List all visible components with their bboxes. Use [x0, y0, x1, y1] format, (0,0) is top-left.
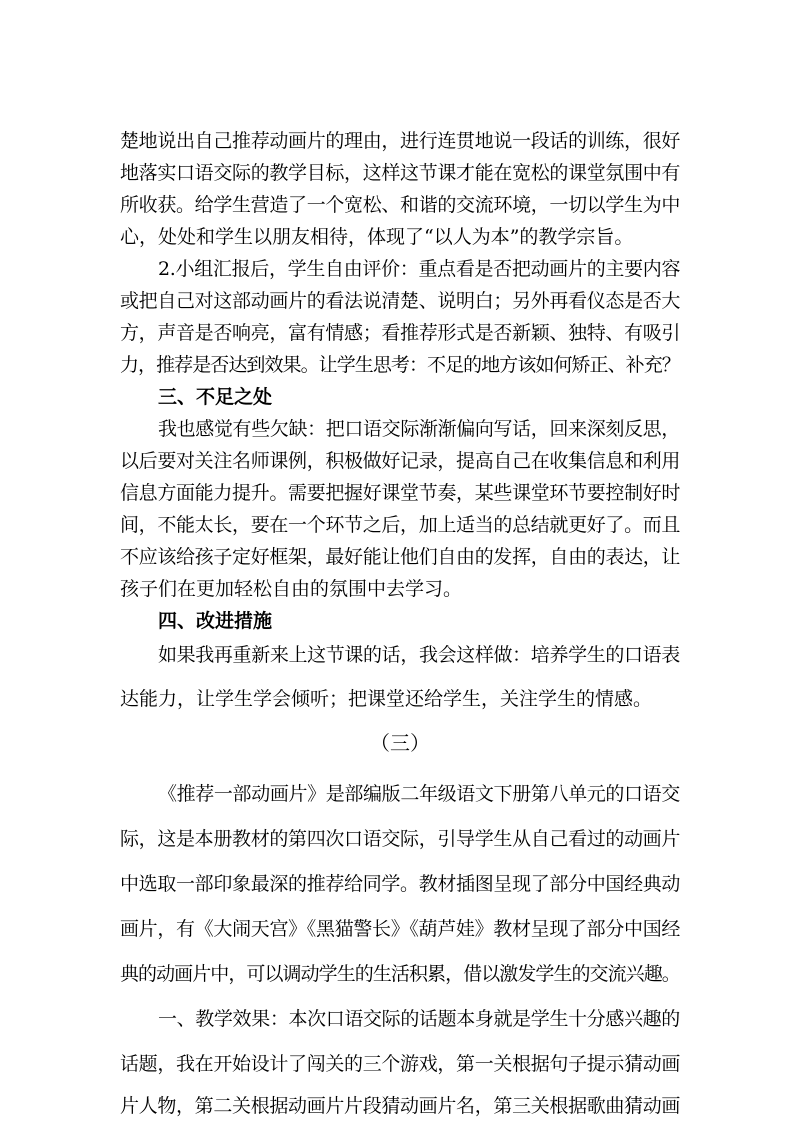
text-line: 所收获。给学生营造了一个宽松、和谐的交流环境，一切以学生为中	[120, 194, 681, 216]
text-line: 不应该给孩子定好框架，最好能让他们自由的发挥，自由的表达，让	[120, 546, 681, 568]
text-line: 楚地说出自己推荐动画片的理由，进行连贯地说一段话的训练，很好	[120, 130, 681, 152]
text-line: 片人物，第二关根据动画片片段猜动画片名，第三关根据歌曲猜动画	[120, 1095, 681, 1117]
section-heading-shortcomings: 三、不足之处	[158, 386, 273, 408]
text-line: 或把自己对这部动画片的看法说清楚、说明白；另外再看仪态是否大	[120, 290, 681, 312]
text-line: 《推荐一部动画片》是部编版二年级语文下册第八单元的口语交	[158, 783, 680, 805]
section-heading-improvements: 四、改进措施	[158, 610, 273, 632]
text-line: 2.小组汇报后，学生自由评价：重点看是否把动画片的主要内容	[158, 258, 681, 280]
text-line: 孩子们在更加轻松自由的氛围中去学习。	[120, 578, 463, 600]
text-line: 画片，有《大闹天宫》《黑猫警长》《葫芦娃》教材呈现了部分中国经	[120, 918, 681, 940]
text-line: 一、教学效果：本次口语交际的话题本身就是学生十分感兴趣的	[158, 1008, 680, 1030]
text-line: 达能力，让学生学会倾听；把课堂还给学生，关注学生的情感。	[120, 688, 653, 710]
text-line: 地落实口语交际的教学目标，这样这节课才能在宽松的课堂氛围中有	[120, 162, 681, 184]
text-line: 心，处处和学生以朋友相待，体现了“以人为本”的教学宗旨。	[120, 226, 634, 248]
text-line: 际，这是本册教材的第四次口语交际，引导学生从自己看过的动画片	[120, 828, 681, 850]
text-line: 方，声音是否响亮，富有情感；看推荐形式是否新颖、独特、有吸引	[120, 322, 681, 344]
text-line: 信息方面能力提升。需要把握好课堂节奏，某些课堂环节要控制好时	[120, 482, 681, 504]
text-line: 以后要对关注名师课例，积极做好记录，提高自己在收集信息和利用	[120, 450, 681, 472]
text-line: 力，推荐是否达到效果。让学生思考：不足的地方该如何矫正、补充？	[120, 354, 680, 376]
text-line: 话题，我在开始设计了闯关的三个游戏，第一关根据句子提示猜动画	[120, 1053, 681, 1075]
text-line: 我也感觉有些欠缺：把口语交际渐渐偏向写话，回来深刻反思，	[158, 418, 680, 440]
part-title: （三）	[370, 731, 430, 755]
text-line: 中选取一部印象最深的推荐给同学。教材插图呈现了部分中国经典动	[120, 873, 681, 895]
text-line: 间，不能太长，要在一个环节之后，加上适当的总结就更好了。而且	[120, 514, 681, 536]
text-line: 如果我再重新来上这节课的话，我会这样做：培养学生的口语表	[158, 644, 680, 666]
text-line: 典的动画片中，可以调动学生的生活积累，借以激发学生的交流兴趣。	[120, 963, 680, 985]
